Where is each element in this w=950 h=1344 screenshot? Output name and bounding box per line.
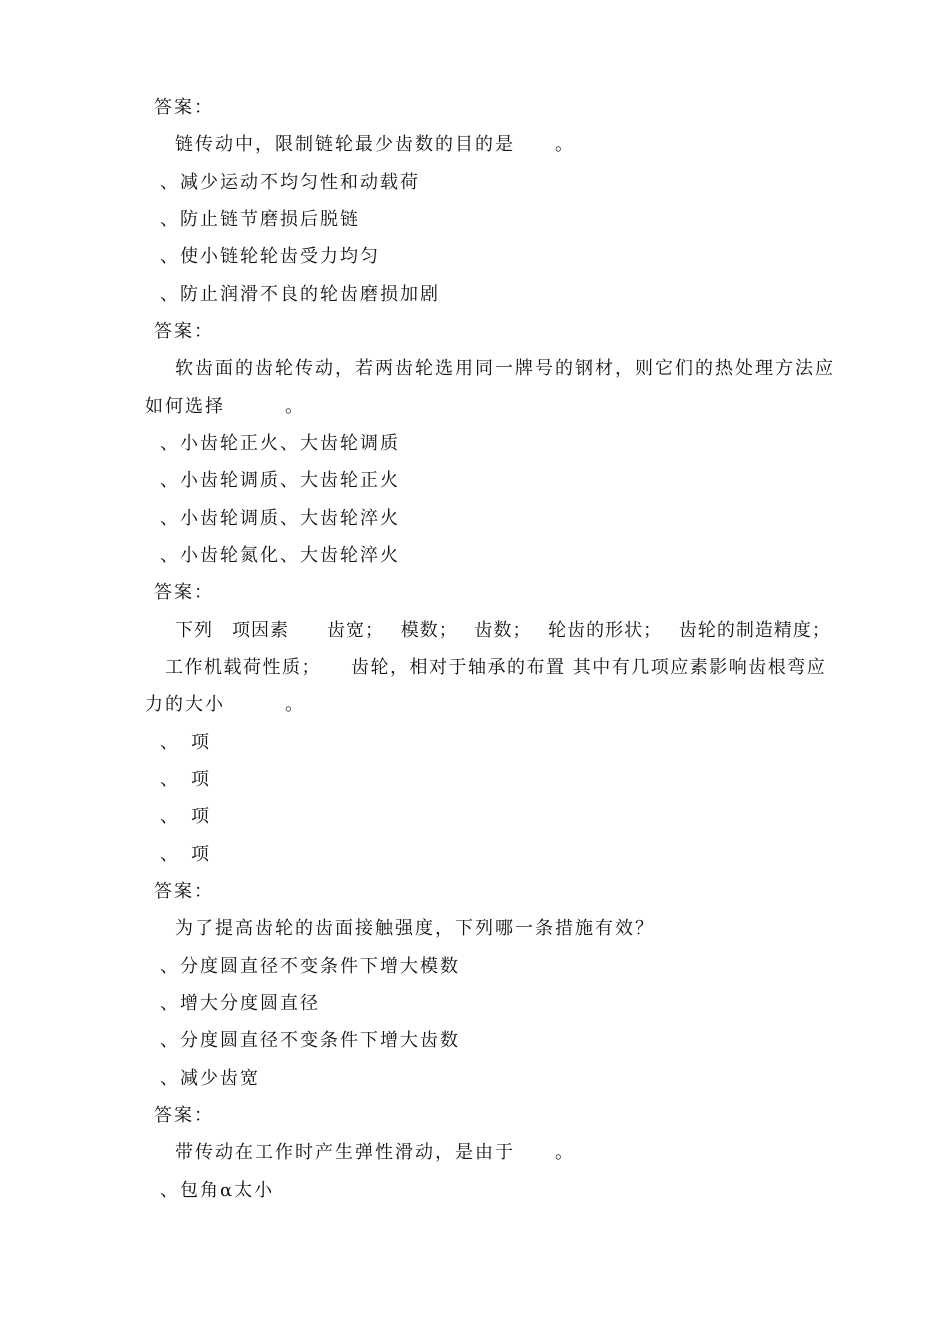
question-text: 软齿面的齿轮传动，若两齿轮选用同一牌号的钢材，则它们的热处理方法应: [175, 358, 835, 379]
question-text: 链传动中，限制链轮最少齿数的目的是 。: [175, 134, 575, 155]
option-item: 、分度圆直径不变条件下增大模数: [160, 956, 460, 977]
question-text: 力的大小 。: [145, 694, 305, 715]
option-item: 、减少运动不均匀性和动载荷: [160, 172, 420, 193]
question-text: 工作机载荷性质； 齿轮，相对于轴承的布置 其中有几项应素影响齿根弯应: [165, 657, 827, 678]
answer-label: 答案：: [154, 881, 214, 902]
option-item: 、 项: [160, 769, 211, 790]
option-item: 、分度圆直径不变条件下增大齿数: [160, 1030, 460, 1051]
answer-label: 答案：: [154, 582, 214, 603]
option-item: 、小齿轮调质、大齿轮淬火: [160, 508, 400, 529]
option-item: 、包角α太小: [160, 1180, 275, 1201]
option-item: 、 项: [160, 844, 211, 865]
question-text: 下列 项因素 齿宽； 模数； 齿数； 轮齿的形状； 齿轮的制造精度；: [175, 620, 831, 641]
answer-label: 答案：: [154, 1105, 214, 1126]
option-item: 、防止润滑不良的轮齿磨损加剧: [160, 284, 440, 305]
option-item: 、小齿轮正火、大齿轮调质: [160, 433, 400, 454]
option-item: 、 项: [160, 732, 211, 753]
question-text: 带传动在工作时产生弹性滑动，是由于 。: [175, 1142, 575, 1163]
question-text: 如何选择 。: [145, 396, 305, 417]
option-item: 、增大分度圆直径: [160, 993, 320, 1014]
option-item: 、使小链轮轮齿受力均匀: [160, 246, 380, 267]
question-text: 为了提高齿轮的齿面接触强度，下列哪一条措施有效？: [175, 918, 655, 939]
option-item: 、防止链节磨损后脱链: [160, 209, 360, 230]
answer-label: 答案：: [154, 97, 214, 118]
answer-label: 答案：: [154, 321, 214, 342]
option-item: 、小齿轮调质、大齿轮正火: [160, 470, 400, 491]
option-item: 、减少齿宽: [160, 1068, 260, 1089]
option-item: 、小齿轮氮化、大齿轮淬火: [160, 545, 400, 566]
option-item: 、 项: [160, 806, 211, 827]
